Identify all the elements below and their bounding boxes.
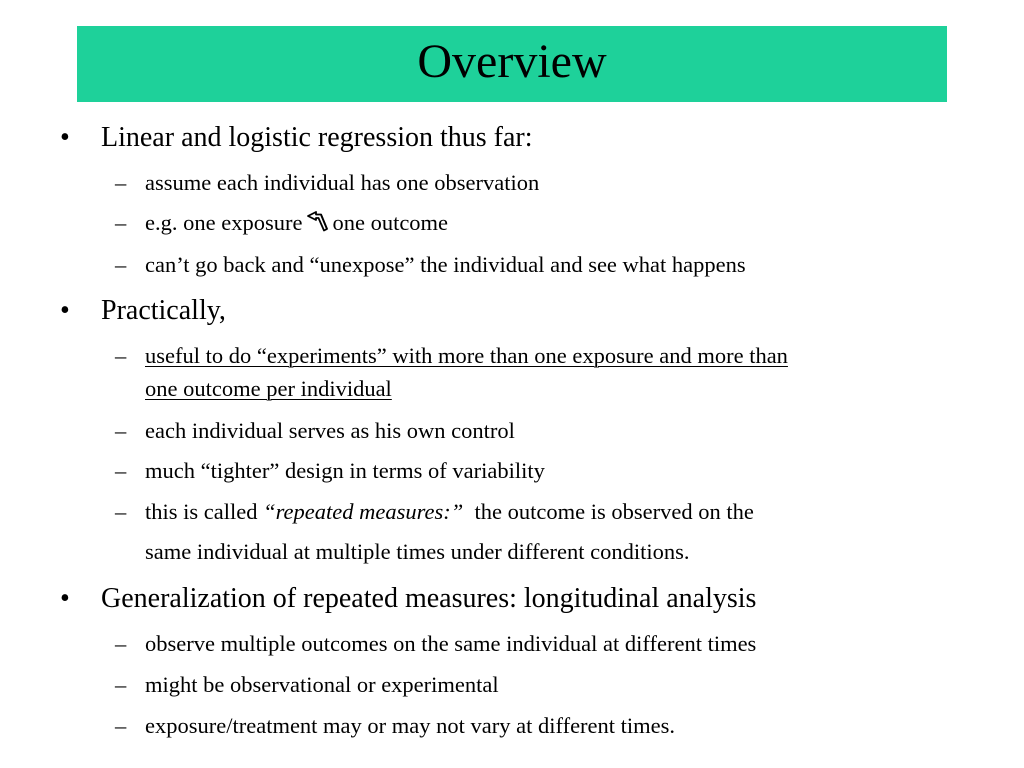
slide-title: Overview <box>417 35 607 88</box>
dash-symbol: – <box>115 499 127 524</box>
sub-bullet-text-post: the outcome is observed on the <box>463 499 754 524</box>
bullet-text: Linear and logistic regression thus far: <box>101 122 533 153</box>
sub-bullet-text-post: one outcome <box>332 210 449 235</box>
sub-bullet-text: assume each individual has one observation <box>145 170 540 195</box>
sub-bullet-text-pre: this is called <box>145 499 264 524</box>
sub-bullet-text: much “tighter” design in terms of variability <box>145 458 545 483</box>
sub-bullet-text-underlined: useful to do “experiments” with more than one exposure and more than <box>145 343 788 368</box>
sub-bullet-text-italic: “repeated measures:” <box>263 499 464 524</box>
sub-bullet-text-pre: e.g. one exposure <box>145 210 303 235</box>
bullet-symbol: • <box>60 583 70 614</box>
sub-bullet-text: observe multiple outcomes on the same individual at different times <box>145 631 757 656</box>
sub-bullet-text: can’t go back and “unexpose” the individual and see what happens <box>145 252 746 277</box>
arrow-icon <box>306 210 330 234</box>
sub-bullet-text <box>145 499 754 525</box>
bullet-symbol: • <box>60 295 70 326</box>
sub-bullet-text: might be observational or experimental <box>145 672 499 697</box>
sub-bullet-text <box>145 210 448 236</box>
dash-symbol: – <box>115 672 127 697</box>
dash-symbol: – <box>115 210 127 235</box>
dash-symbol: – <box>115 631 127 656</box>
sub-bullet-text: each individual serves as his own control <box>145 418 515 443</box>
sub-bullet-text-underlined: one outcome per individual <box>145 376 392 401</box>
dash-symbol: – <box>115 252 127 277</box>
sub-bullet-text: same individual at multiple times under different conditions. <box>145 539 690 564</box>
bullet-text: Practically, <box>101 295 226 326</box>
dash-symbol: – <box>115 343 127 368</box>
sub-bullet-text: exposure/treatment may or may not vary at different times. <box>145 713 676 738</box>
dash-symbol: – <box>115 458 127 483</box>
bullet-symbol: • <box>60 122 70 153</box>
dash-symbol: – <box>115 713 127 738</box>
dash-symbol: – <box>115 170 127 195</box>
dash-symbol: – <box>115 418 127 443</box>
bullet-text: Generalization of repeated measures: longitudinal analysis <box>101 583 757 614</box>
